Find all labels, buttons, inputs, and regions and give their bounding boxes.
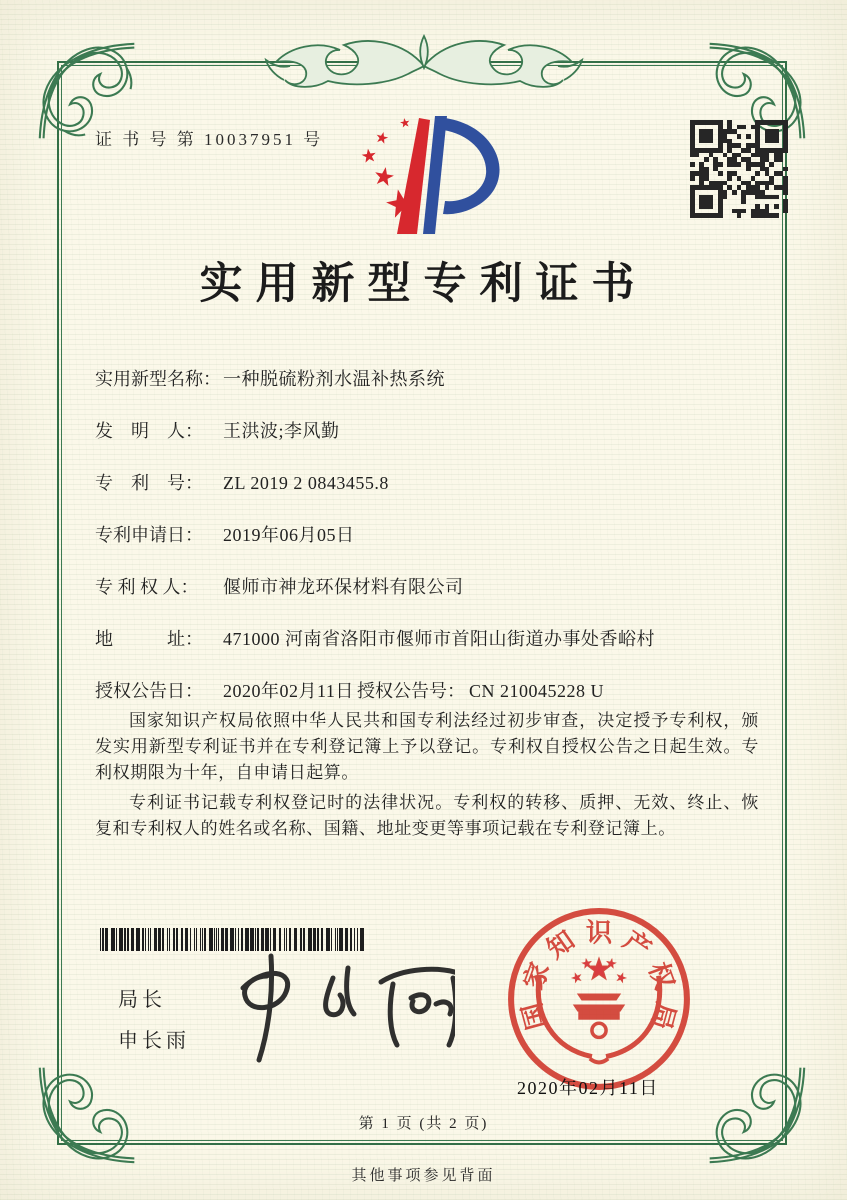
national-emblem-icon — [538, 958, 659, 1063]
certificate-number: 证 书 号 第 10037951 号 — [95, 130, 324, 149]
svg-text:家: 家 — [518, 958, 556, 994]
svg-text:权: 权 — [642, 958, 680, 994]
field-row — [95, 625, 757, 653]
grant-number-label: 授权公告号： — [357, 681, 465, 701]
qr-code — [690, 120, 788, 218]
svg-text:知: 知 — [541, 925, 581, 965]
svg-text:局: 局 — [645, 999, 681, 1033]
field-label: 专利申请日： — [95, 525, 203, 545]
field-label: 实用新型名称： — [95, 369, 221, 389]
page-number: 第 1 页 (共 2 页) — [358, 1116, 489, 1132]
field-row-grant — [95, 677, 757, 705]
field-label: 发 明 人： — [95, 421, 203, 441]
field-row — [95, 365, 757, 393]
legal-paragraphs — [95, 708, 759, 846]
field-value: 王洪波;李风勤 — [223, 421, 340, 441]
svg-text:国: 国 — [517, 999, 553, 1033]
svg-text:识: 识 — [585, 918, 613, 948]
field-value: 471000 河南省洛阳市偃师市首阳山街道办事处香峪村 — [223, 629, 655, 649]
commissioner-signature-icon — [215, 948, 455, 1068]
field-value: 2019年06月05日 — [223, 525, 355, 545]
back-note: 其他事项参见背面 — [351, 1168, 496, 1184]
top-scroll-ornament-icon — [254, 26, 594, 90]
commissioner-title: 局长 — [118, 989, 166, 1011]
field-row — [95, 469, 757, 497]
field-value: ZL 2019 2 0843455.8 — [223, 473, 389, 493]
certificate-title: 实用新型专利证书 — [199, 261, 648, 308]
grant-date-label: 授权公告日： — [95, 681, 203, 701]
grant-number-value: CN 210045228 U — [469, 681, 605, 701]
grant-date-value: 2020年02月11日 — [223, 681, 354, 701]
grant-number-group — [357, 677, 604, 705]
field-label: 地 址： — [95, 629, 203, 649]
svg-text:产: 产 — [617, 925, 657, 965]
field-label: 专 利 号： — [95, 473, 203, 493]
certificate-fields — [95, 365, 757, 705]
seal-date: 2020年02月11日 — [517, 1078, 659, 1098]
grant-notice-paragraph: 国家知识产权局依照中华人民共和国专利法经过初步审查，决定授予专利权，颁发实用新型专利证书并在专利登记簿上予以登记。专利权自授权公告之日起生效。专利权期限为十年，自申请日起算。 — [95, 711, 759, 782]
field-value: 一种脱硫粉剂水温补热系统 — [223, 369, 445, 389]
legal-status-paragraph: 专利证书记载专利权登记时的法律状况。专利权的转移、质押、无效、终止、恢复和专利权人的姓名或名称、国籍、地址变更等事项记载在专利登记簿上。 — [95, 793, 759, 838]
field-row — [95, 521, 757, 549]
field-value: 偃师市神龙环保材料有限公司 — [223, 577, 464, 597]
field-row — [95, 573, 757, 601]
field-label: 专 利 权 人： — [95, 577, 199, 597]
official-seal — [503, 903, 695, 1095]
field-row — [95, 417, 757, 445]
commissioner-name: 申长雨 — [118, 1030, 190, 1052]
cnipa-logo-icon — [347, 110, 507, 240]
